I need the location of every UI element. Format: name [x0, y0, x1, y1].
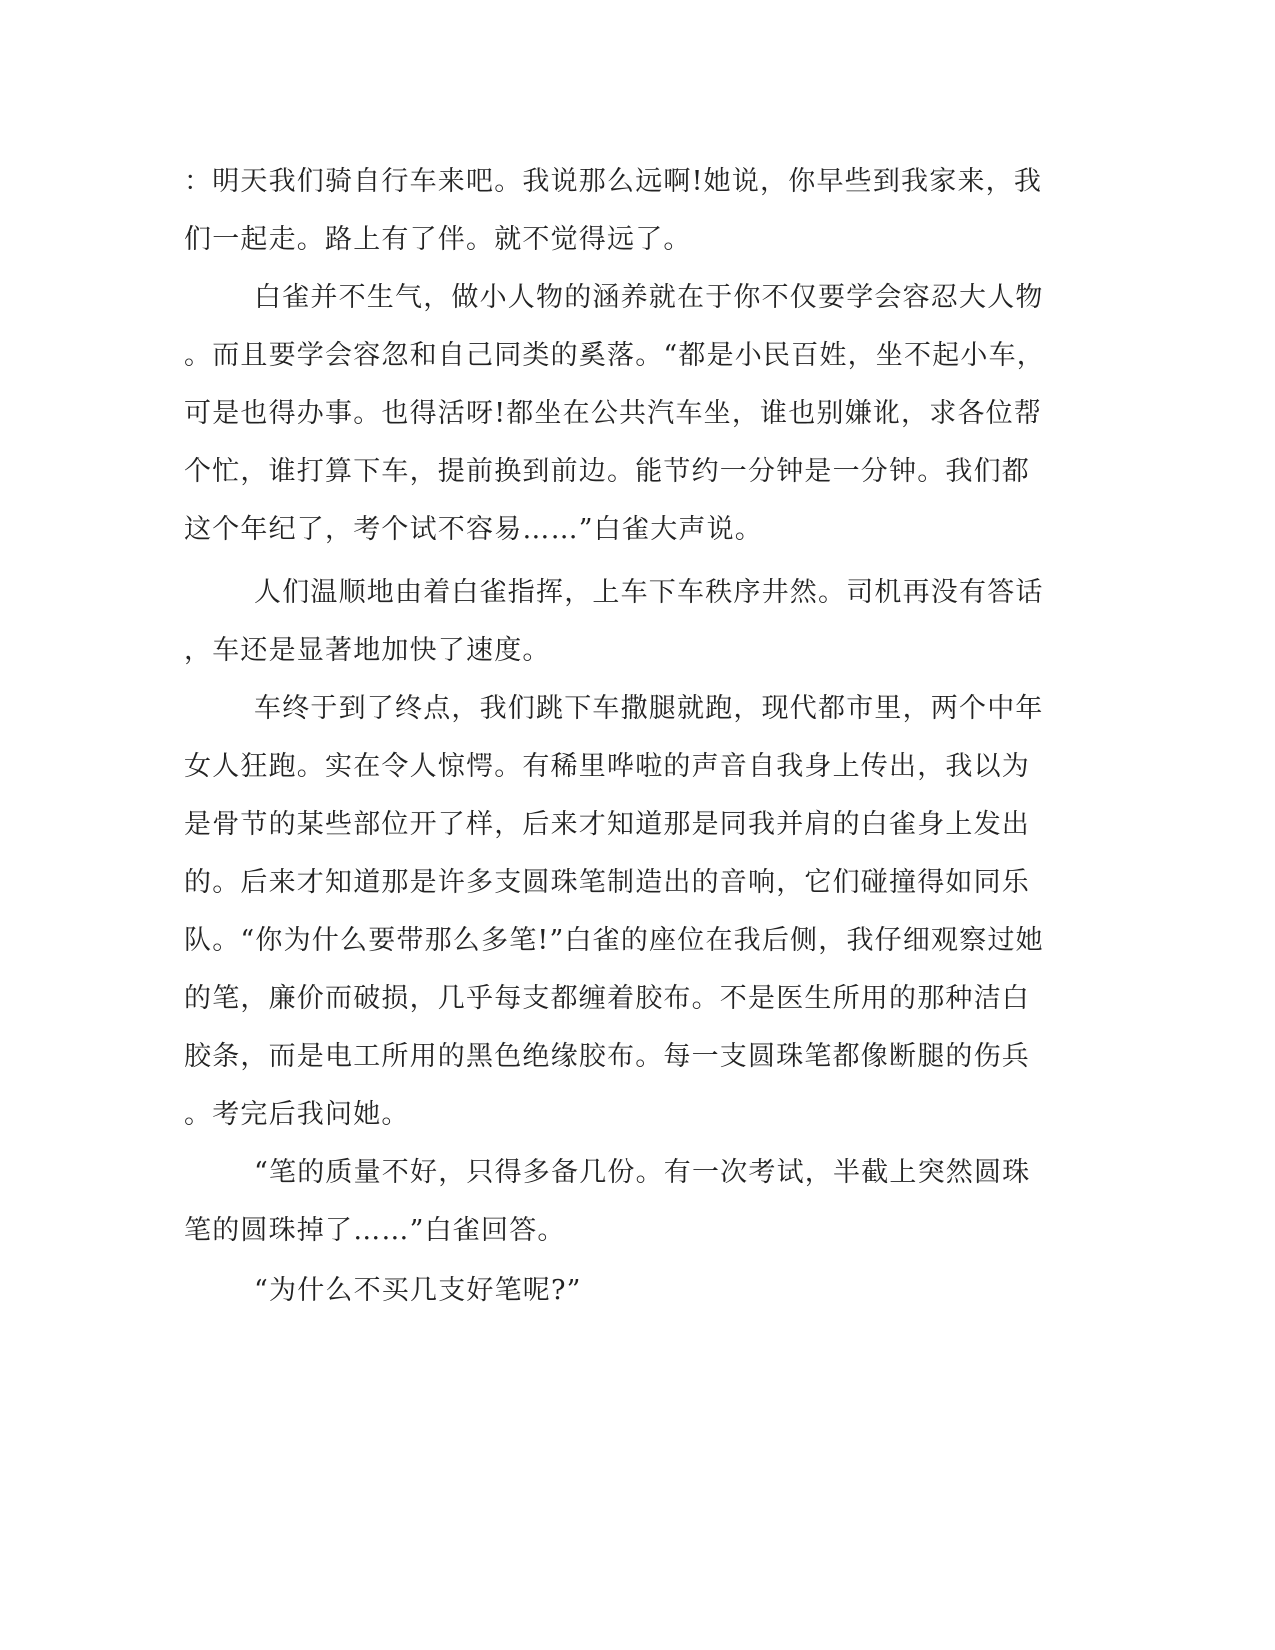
text-line: 车终于到了终点，我们跳下车撒腿就跑，现代都市里，两个中年 [254, 693, 1044, 724]
text-line: 女人狂跑。实在令人惊愕。有稀里哗啦的声音自我身上传出，我以为 [184, 751, 1030, 782]
text-line: 白雀并不生气，做小人物的涵养就在于你不仅要学会容忍大人物 [254, 282, 1044, 313]
text-line: 人们温顺地由着白雀指挥，上车下车秩序井然。司机再没有答话 [254, 577, 1044, 608]
text-line: 的笔，廉价而破损，几乎每支都缠着胶布。不是医生所用的那种洁白 [184, 983, 1030, 1014]
text-line: ，车还是显著地加快了速度。 [184, 635, 551, 666]
text-line: “为什么不买几支好笔呢?” [254, 1275, 582, 1306]
text-line: 的。后来才知道那是许多支圆珠笔制造出的音响，它们碰撞得如同乐 [184, 867, 1030, 898]
text-line: 。考完后我问她。 [184, 1099, 410, 1130]
text-line: 可是也得办事。也得活呀!都坐在公共汽车坐，谁也别嫌讹，求各位帮 [184, 398, 1043, 429]
text-line: 们一起走。路上有了伴。就不觉得远了。 [184, 224, 692, 255]
text-line: “笔的质量不好，只得多备几份。有一次考试，半截上突然圆珠 [254, 1157, 1031, 1188]
text-line: 是骨节的某些部位开了样，后来才知道那是同我并肩的白雀身上发出 [184, 809, 1030, 840]
text-line: 队。“你为什么要带那么多笔!”白雀的座位在我后侧，我仔细观察过她 [184, 925, 1044, 956]
text-line: 这个年纪了，考个试不容易……”白雀大声说。 [184, 514, 764, 545]
text-line: 笔的圆珠掉了……”白雀回答。 [184, 1215, 566, 1246]
text-line: 胶条，而是电工所用的黑色绝缘胶布。每一支圆珠笔都像断腿的伤兵 [184, 1041, 1030, 1072]
text-line: ：明天我们骑自行车来吧。我说那么远啊!她说，你早些到我家来，我 [184, 166, 1043, 197]
text-line: 。而且要学会容忽和自己同类的奚落。“都是小民百姓，坐不起小车， [184, 340, 1046, 371]
text-line: 个忙，谁打算下车，提前换到前边。能节约一分钟是一分钟。我们都 [184, 456, 1030, 487]
